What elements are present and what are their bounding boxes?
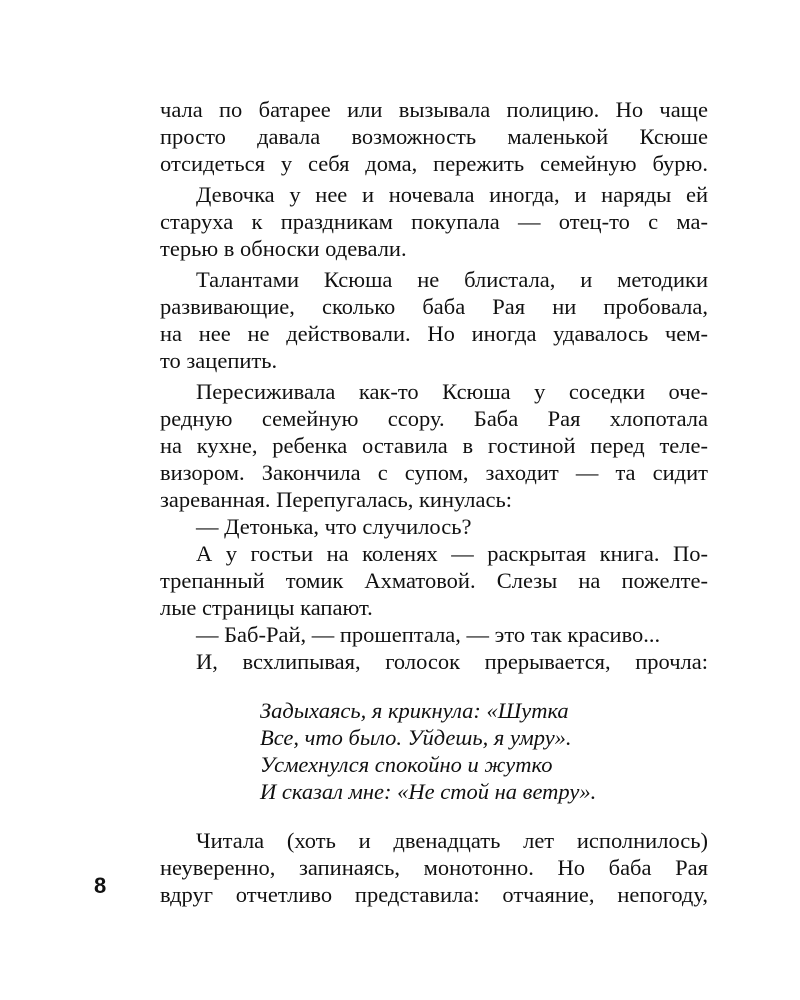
paragraph: [160, 266, 708, 374]
text-line: просто давала возможность маленькой Ксюше: [160, 124, 708, 149]
text-line: визором. Закончила с супом, заходит — та сидит: [160, 460, 708, 485]
text-line: развивающие, сколько баба Рая ни пробовала,: [160, 294, 708, 319]
text-line: неуверенно, запинаясь, монотонно. Но баба Рая: [160, 855, 708, 880]
text-line: И, всхлипывая, голосок прерывается, прочла:: [196, 649, 708, 674]
page-number: 8: [94, 873, 107, 898]
paragraph: [160, 513, 708, 540]
paragraph: [160, 378, 708, 513]
poem-quote: [160, 697, 708, 805]
paragraph: [160, 181, 708, 262]
text-line: — Баб-Рай, — прошептала, — это так красиво...: [196, 622, 661, 647]
text-line: А у гостьи на коленях — раскрытая книга. По-: [196, 541, 708, 566]
text-line: Читала (хоть и двенадцать лет исполнилось): [196, 828, 708, 853]
text-line: чала по батарее или вызывала полицию. Но чаще: [160, 97, 708, 122]
paragraph: [160, 540, 708, 621]
text-line: Талантами Ксюша не блистала, и методики: [196, 267, 708, 292]
text-line: то зацепить.: [160, 348, 278, 373]
text-line: отсидеться у себя дома, пережить семейную бурю.: [160, 151, 708, 176]
text-line: трепанный томик Ахматовой. Слезы на пожелте-: [160, 568, 708, 593]
text-line: — Детонька, что случилось?: [196, 514, 472, 539]
paragraph: [160, 621, 708, 648]
text-line: редную семейную ссору. Баба Рая хлопотала: [160, 406, 708, 431]
text-line: терью в обноски одевали.: [160, 236, 407, 261]
text-line: на нее не действовали. Но иногда удавалось чем-: [160, 321, 708, 346]
book-text: [160, 96, 708, 908]
text-line: на кухне, ребенка оставила в гостиной перед теле-: [160, 433, 708, 458]
paragraph: [160, 648, 708, 675]
text-line: Девочка у нее и ночевала иногда, и наряды ей: [196, 182, 708, 207]
text-line: лые страницы капают.: [160, 595, 373, 620]
paragraph: [160, 827, 708, 908]
poem-line: Задыхаясь, я крикнула: «Шутка: [260, 698, 569, 723]
text-line: вдруг отчетливо представила: отчаяние, непогоду,: [160, 882, 708, 907]
poem-line: Все, что было. Уйдешь, я умру».: [260, 725, 572, 750]
text-line: старуха к праздникам покупала — отец-то с ма-: [160, 209, 708, 234]
poem-line: Усмехнулся спокойно и жутко: [260, 752, 553, 777]
text-line: Пересиживала как-то Ксюша у соседки оче-: [196, 379, 708, 404]
paragraph: [160, 96, 708, 177]
poem-line: И сказал мне: «Не стой на ветру».: [260, 779, 597, 804]
text-line: зареванная. Перепугалась, кинулась:: [160, 487, 512, 512]
